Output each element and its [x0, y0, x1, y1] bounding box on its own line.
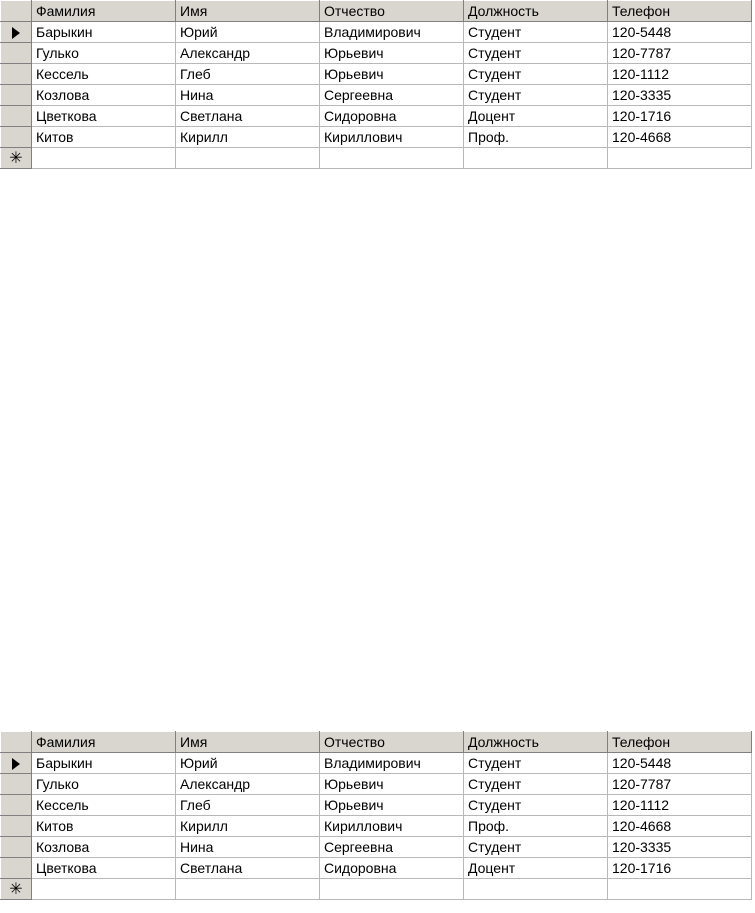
cell-name[interactable]: Глеб — [176, 64, 320, 85]
cell-phone[interactable]: 120-4668 — [608, 127, 752, 148]
new-record-asterisk-icon: ✳ — [9, 148, 23, 167]
cell-patronymic[interactable]: Юрьевич — [320, 64, 464, 85]
cell-phone[interactable]: 120-3335 — [608, 85, 752, 106]
cell-name[interactable]: Юрий — [176, 753, 320, 774]
table-row[interactable] — [1, 837, 752, 858]
cell-phone[interactable]: 120-5448 — [608, 22, 752, 43]
cell-surname[interactable]: Кессель — [32, 795, 176, 816]
column-header-name[interactable]: Имя — [176, 732, 320, 753]
cell-patronymic[interactable]: Сидоровна — [320, 858, 464, 879]
cell-name[interactable]: Александр — [176, 774, 320, 795]
cell-phone[interactable]: 120-5448 — [608, 753, 752, 774]
cell-surname[interactable] — [32, 879, 176, 900]
cell-patronymic[interactable]: Юрьевич — [320, 774, 464, 795]
cell-position[interactable]: Студент — [464, 85, 608, 106]
cell-position[interactable]: Проф. — [464, 816, 608, 837]
cell-patronymic[interactable]: Сергеевна — [320, 837, 464, 858]
cell-phone[interactable]: 120-1112 — [608, 64, 752, 85]
cell-name[interactable]: Нина — [176, 837, 320, 858]
cell-patronymic[interactable]: Кириллович — [320, 127, 464, 148]
cell-position[interactable]: Студент — [464, 43, 608, 64]
cell-name[interactable]: Светлана — [176, 106, 320, 127]
column-header-patronymic[interactable]: Отчество — [320, 1, 464, 22]
cell-position[interactable]: Проф. — [464, 127, 608, 148]
new-record-row[interactable] — [1, 879, 752, 900]
cell-surname[interactable]: Китов — [32, 127, 176, 148]
cell-position[interactable]: Студент — [464, 795, 608, 816]
row-selector[interactable] — [1, 879, 32, 900]
cell-patronymic[interactable]: Юрьевич — [320, 43, 464, 64]
column-header-name[interactable]: Имя — [176, 1, 320, 22]
cell-phone[interactable]: 120-3335 — [608, 837, 752, 858]
cell-position[interactable]: Студент — [464, 837, 608, 858]
cell-patronymic[interactable]: Владимирович — [320, 753, 464, 774]
cell-phone[interactable]: 120-7787 — [608, 774, 752, 795]
cell-name[interactable]: Кирилл — [176, 816, 320, 837]
cell-patronymic[interactable]: Юрьевич — [320, 795, 464, 816]
cell-surname[interactable]: Гулько — [32, 774, 176, 795]
row-selector[interactable] — [1, 148, 32, 169]
header-row — [1, 1, 752, 22]
cell-surname[interactable]: Козлова — [32, 85, 176, 106]
cell-position[interactable]: Студент — [464, 753, 608, 774]
row-selector[interactable] — [1, 85, 32, 106]
header-row — [1, 732, 752, 753]
cell-surname[interactable]: Цветкова — [32, 106, 176, 127]
cell-name[interactable] — [176, 148, 320, 169]
row-selector[interactable] — [1, 64, 32, 85]
row-selector[interactable] — [1, 858, 32, 879]
table-row[interactable] — [1, 816, 752, 837]
cell-patronymic[interactable]: Владимирович — [320, 22, 464, 43]
row-selector[interactable] — [1, 816, 32, 837]
row-selector[interactable] — [1, 43, 32, 64]
cell-phone[interactable]: 120-7787 — [608, 43, 752, 64]
row-selector[interactable] — [1, 795, 32, 816]
cell-surname[interactable]: Гулько — [32, 43, 176, 64]
column-header-position[interactable]: Должность — [464, 732, 608, 753]
table-row[interactable] — [1, 858, 752, 879]
cell-name[interactable]: Александр — [176, 43, 320, 64]
cell-position[interactable]: Доцент — [464, 106, 608, 127]
row-selector[interactable] — [1, 22, 32, 43]
cell-patronymic[interactable] — [320, 148, 464, 169]
table-row[interactable] — [1, 85, 752, 106]
cell-position[interactable]: Студент — [464, 774, 608, 795]
column-header-surname[interactable]: Фамилия — [32, 1, 176, 22]
column-header-position[interactable]: Должность — [464, 1, 608, 22]
cell-surname[interactable]: Козлова — [32, 837, 176, 858]
select-all-corner[interactable] — [1, 732, 32, 753]
table-row[interactable] — [1, 753, 752, 774]
cell-surname[interactable]: Кессель — [32, 64, 176, 85]
cell-position[interactable]: Студент — [464, 64, 608, 85]
datasheet-grid-before-sort — [0, 0, 752, 169]
cell-patronymic[interactable]: Сидоровна — [320, 106, 464, 127]
cell-patronymic[interactable]: Кириллович — [320, 816, 464, 837]
cell-phone[interactable]: 120-1716 — [608, 106, 752, 127]
table-row[interactable] — [1, 795, 752, 816]
new-record-asterisk-icon: ✳ — [9, 879, 23, 898]
cell-name[interactable] — [176, 879, 320, 900]
cell-surname[interactable]: Барыкин — [32, 753, 176, 774]
cell-position[interactable]: Доцент — [464, 858, 608, 879]
cell-name[interactable]: Юрий — [176, 22, 320, 43]
table-row[interactable] — [1, 127, 752, 148]
table-row[interactable] — [1, 106, 752, 127]
cell-patronymic[interactable]: Сергеевна — [320, 85, 464, 106]
table-row[interactable] — [1, 22, 752, 43]
cell-phone[interactable]: 120-1716 — [608, 858, 752, 879]
cell-position[interactable]: Студент — [464, 22, 608, 43]
cell-surname[interactable]: Барыкин — [32, 22, 176, 43]
cell-phone[interactable] — [608, 148, 752, 169]
cell-name[interactable]: Нина — [176, 85, 320, 106]
cell-surname[interactable] — [32, 148, 176, 169]
cell-name[interactable]: Глеб — [176, 795, 320, 816]
new-record-row[interactable] — [1, 148, 752, 169]
datasheet-grid-after-sort — [0, 731, 752, 900]
row-selector[interactable] — [1, 837, 32, 858]
cell-position[interactable] — [464, 879, 608, 900]
cell-name[interactable]: Светлана — [176, 858, 320, 879]
row-selector[interactable] — [1, 106, 32, 127]
cell-position[interactable] — [464, 148, 608, 169]
table-row[interactable] — [1, 43, 752, 64]
row-selector[interactable] — [1, 753, 32, 774]
cell-phone[interactable]: 120-1112 — [608, 795, 752, 816]
row-selector[interactable] — [1, 127, 32, 148]
column-header-phone[interactable]: Телефон — [608, 732, 752, 753]
record-pointer-icon — [12, 758, 20, 770]
cell-surname[interactable]: Китов — [32, 816, 176, 837]
record-pointer-icon — [12, 27, 20, 39]
row-selector[interactable] — [1, 774, 32, 795]
cell-phone[interactable]: 120-4668 — [608, 816, 752, 837]
cell-patronymic[interactable] — [320, 879, 464, 900]
cell-phone[interactable] — [608, 879, 752, 900]
table-row[interactable] — [1, 774, 752, 795]
select-all-corner[interactable] — [1, 1, 32, 22]
cell-name[interactable]: Кирилл — [176, 127, 320, 148]
column-header-phone[interactable]: Телефон — [608, 1, 752, 22]
column-header-patronymic[interactable]: Отчество — [320, 732, 464, 753]
column-header-surname[interactable]: Фамилия — [32, 732, 176, 753]
cell-surname[interactable]: Цветкова — [32, 858, 176, 879]
table-row[interactable] — [1, 64, 752, 85]
